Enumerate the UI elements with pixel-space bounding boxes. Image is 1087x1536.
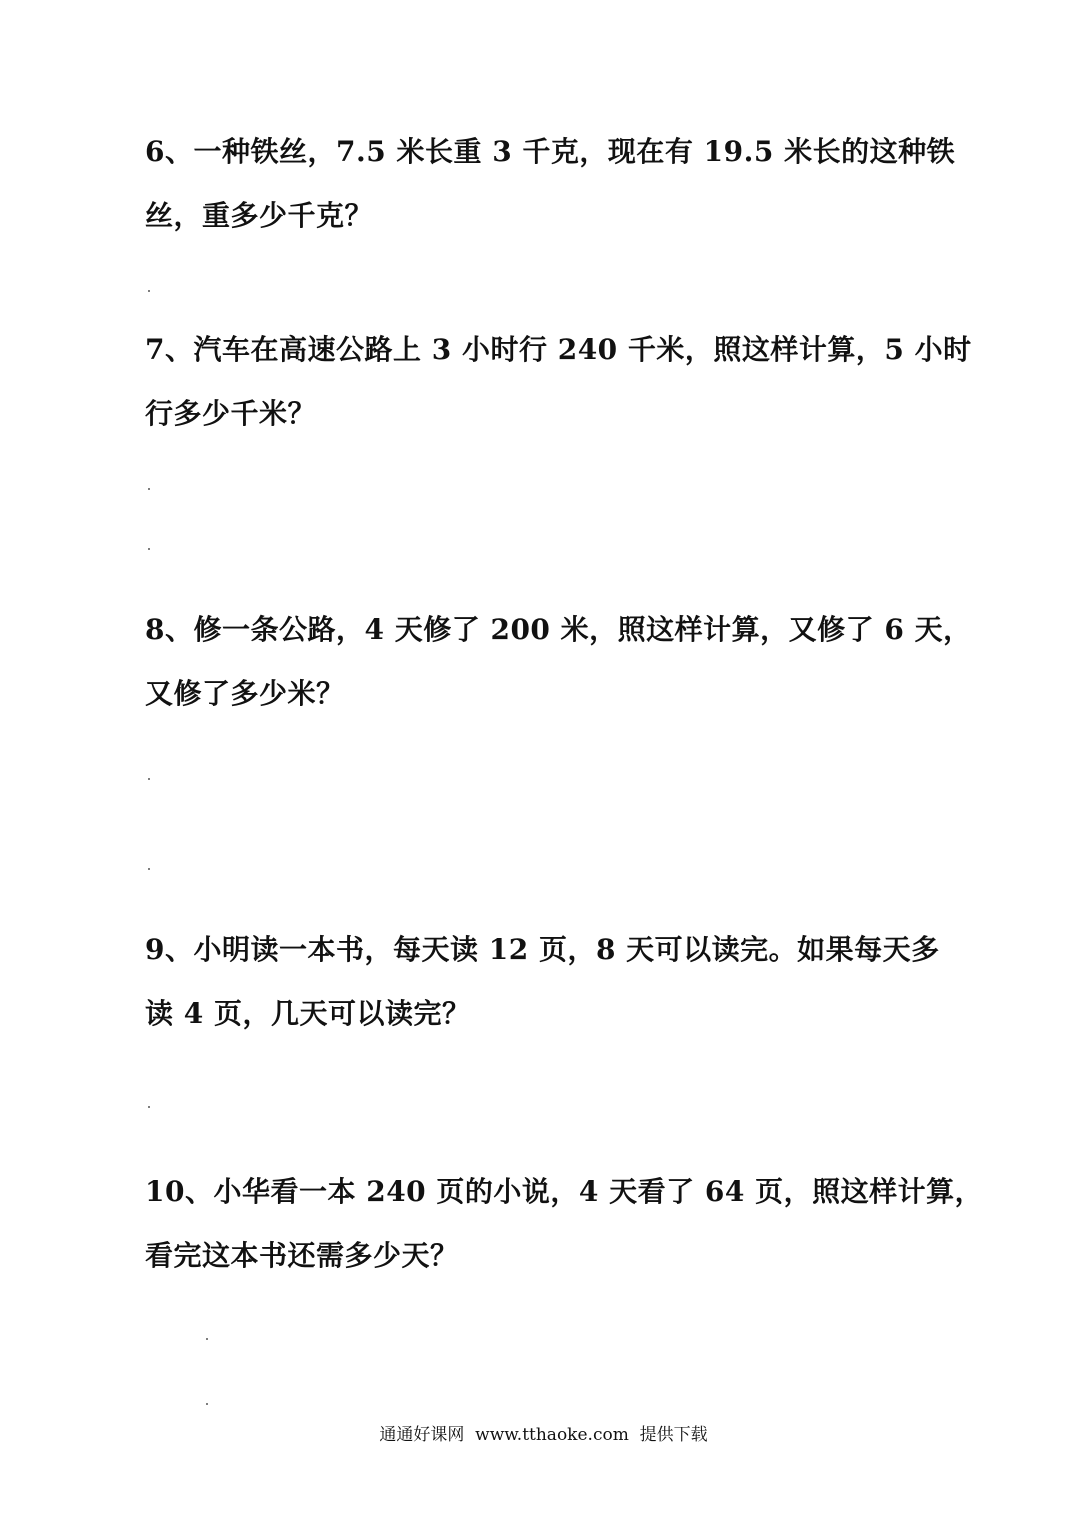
- question-6: [145, 120, 956, 248]
- question-8-line-2: 又修了多少米？: [145, 677, 345, 710]
- question-8: [145, 598, 972, 726]
- scan-speck: [206, 1338, 208, 1340]
- question-6-line-1: 6、一种铁丝，7.5 米长重 3 千克，现在有 19.5 米长的这种铁: [145, 135, 956, 168]
- scan-speck: [148, 778, 150, 780]
- question-7-line-1: 7、汽车在高速公路上 3 小时行 240 千米，照这样计算，5 小时: [145, 333, 972, 366]
- footer: [0, 1423, 1087, 1447]
- question-6-line-2: 丝，重多少千克？: [145, 199, 374, 232]
- footer-site-name: 通通好课网: [379, 1425, 465, 1445]
- scan-speck: [148, 290, 150, 292]
- question-10-line-2: 看完这本书还需多少天？: [145, 1239, 459, 1272]
- scan-speck: [148, 548, 150, 550]
- question-9: [145, 918, 945, 1046]
- scan-speck: [148, 1106, 150, 1108]
- question-10: [145, 1160, 984, 1288]
- question-9-line-1: 9、小明读一本书，每天读 12 页，8 天可以读完。如果每天多: [145, 933, 940, 966]
- scan-speck: [206, 1403, 208, 1405]
- scan-speck: [148, 868, 150, 870]
- question-10-line-1: 10、小华看一本 240 页的小说，4 天看了 64 页，照这样计算，: [145, 1175, 984, 1208]
- question-7-line-2: 行多少千米？: [145, 397, 317, 430]
- question-8-line-1: 8、修一条公路，4 天修了 200 米，照这样计算，又修了 6 天，: [145, 613, 972, 646]
- footer-url-link[interactable]: www.tthaoke.com: [475, 1425, 629, 1445]
- question-9-line-2: 读 4 页，几天可以读完？: [145, 997, 471, 1030]
- scan-speck: [148, 488, 150, 490]
- footer-suffix: 提供下载: [639, 1425, 708, 1445]
- question-7: [145, 318, 972, 446]
